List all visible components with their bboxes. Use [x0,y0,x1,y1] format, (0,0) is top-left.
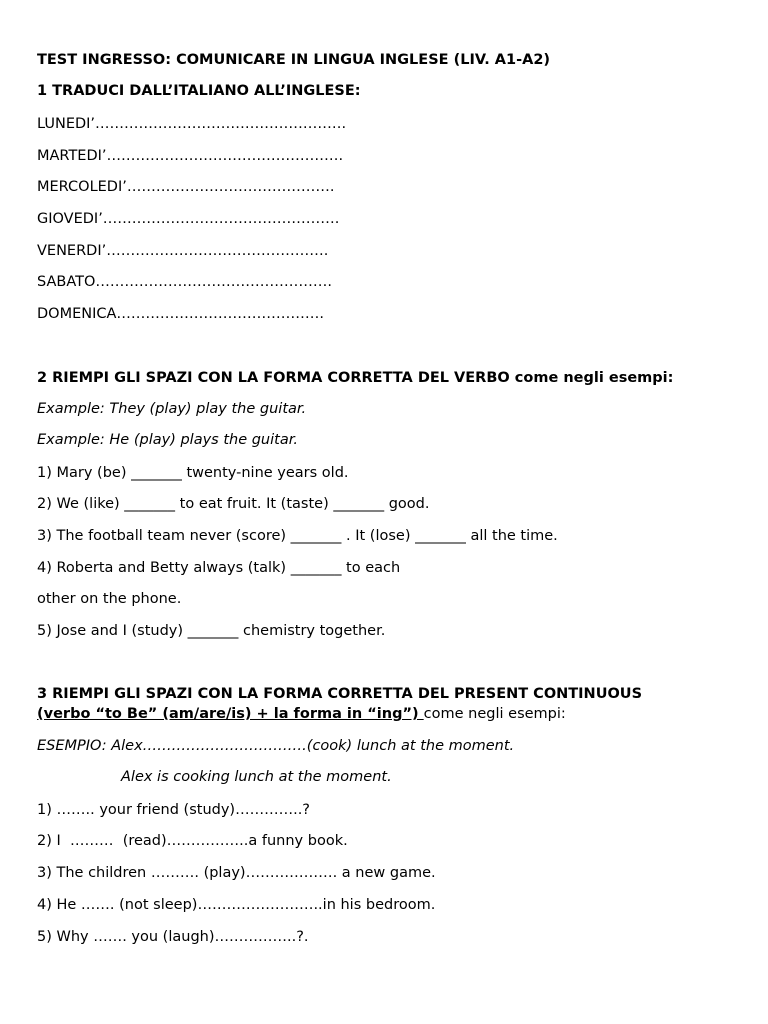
section2-example-1: Example: They (play) play the guitar. [37,401,307,417]
section2-item-4-cont: other on the phone. [37,591,182,607]
section3-heading-rest: come negli esempi: [423,706,566,722]
section1-item-monday: LUNEDI’……………………………………………. [37,116,347,132]
section3-item-3: 3) The children ………. (play)………………. a new game. [37,865,436,881]
section1-item-saturday: SABATO…………………………………………. [37,274,333,290]
section2-heading-bold: 2 RIEMPI GLI SPAZI CON LA FORMA CORRETTA DEL VERBO [37,370,510,386]
section1-item-wednesday: MERCOLEDI’……………………………………. [37,179,335,195]
section1-item-friday: VENERDI’………………………………………. [37,243,329,259]
section3-heading-bold: (verbo “to Be” (am/are/is) + la forma in “ing”) [37,706,424,722]
section2-item-2: 2) We (like) _______ to eat fruit. It (taste) _______ good. [37,496,430,512]
section3-example-line1: ESEMPIO: Alex…………………………….(cook) lunch at the moment. [37,738,515,754]
section2-example-2: Example: He (play) plays the guitar. [37,432,298,448]
section3-heading-line1: 3 RIEMPI GLI SPAZI CON LA FORMA CORRETTA DEL PRESENT CONTINUOUS [37,686,643,702]
section2-item-1: 1) Mary (be) _______ twenty-nine years old. [37,465,349,481]
section1-item-sunday: DOMENICA……………………………………. [37,306,325,322]
section1-item-thursday: GIOVEDI’…………………………………………. [37,211,340,227]
section1-heading: 1 TRADUCI DALL’ITALIANO ALL’INGLESE: [37,83,361,99]
section3-example-line2: Alex is cooking lunch at the moment. [121,769,392,785]
section2-item-3: 3) The football team never (score) _______ . It (lose) _______ all the time. [37,528,558,544]
section3-item-1: 1) …….. your friend (study)…………..? [37,802,310,818]
section3-heading-line2 [37,705,566,723]
section2-item-4: 4) Roberta and Betty always (talk) _______ to each [37,560,401,576]
document-title: TEST INGRESSO: COMUNICARE IN LINGUA INGLESE (LIV. A1-A2) [37,52,551,68]
section2-item-5: 5) Jose and I (study) _______ chemistry together. [37,623,386,639]
section3-item-4: 4) He ……. (not sleep)……………………..in his bedroom. [37,897,436,913]
section2-heading-suffix: come negli esempi: [509,370,674,386]
section2-heading [37,369,673,387]
section3-item-5: 5) Why ……. you (laugh)……………..?. [37,929,309,945]
section1-item-tuesday: MARTEDI’…………………………………………. [37,148,344,164]
section3-item-2: 2) I ……… (read)……………..a funny book. [37,833,348,849]
